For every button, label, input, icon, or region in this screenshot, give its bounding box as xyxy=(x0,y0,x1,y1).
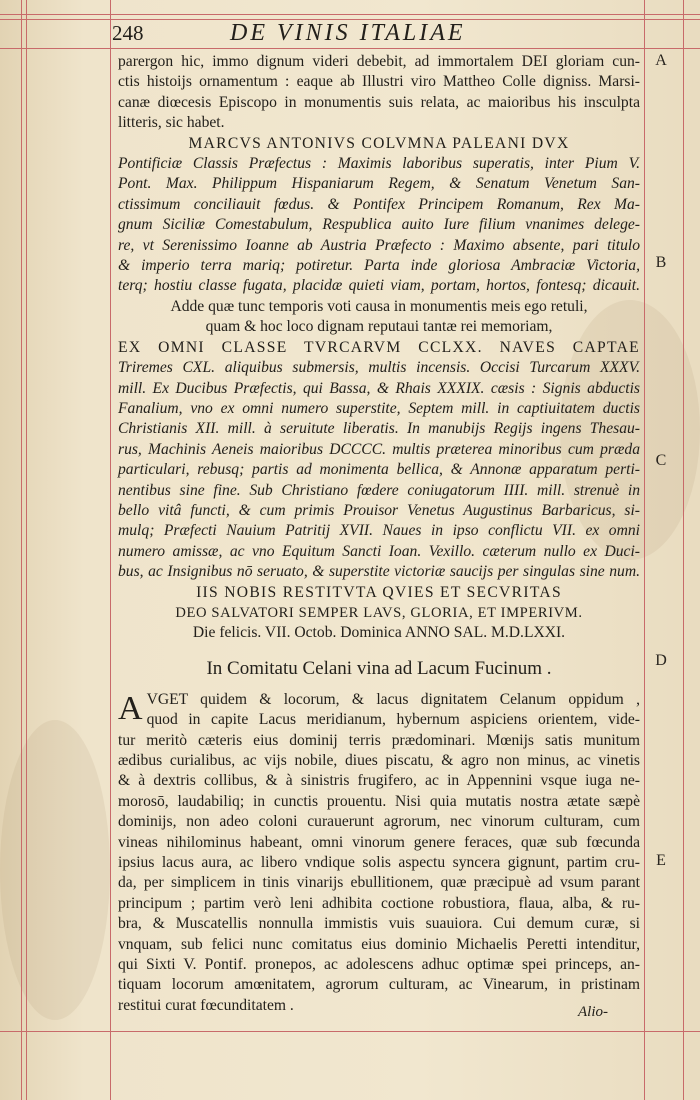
inscription-line: & imperio terra mariq; potiretur. Parta inde gloriosa Ambraciæ Victoria, xyxy=(118,257,640,275)
inscription-line: particulari, rebusq; partis ad monimenta bellica, & Annonæ apparatum perti- xyxy=(118,461,640,479)
body-paragraph xyxy=(118,690,640,1017)
body-line: ædibus curialibus, ac vijs nobile, diues piscatu, & agro non minus, ac vinetis xyxy=(118,752,640,769)
body-line: quod in capite Lacus meridianum, hybernum aspiciens orientem, vide- xyxy=(146,711,640,729)
text-line: quam & hoc loco dignam reputaui tantæ rei memoriam, xyxy=(205,318,553,336)
text-line: canæ diœcesis Episcopo in monumentis suis relata, ac maioribus his insculpta xyxy=(118,93,640,111)
body-line: da, per simplicem in tinis vinarijs ebullitionem, quæ præcipuè ad vsum parant xyxy=(118,874,640,892)
margin-letter-b: B xyxy=(655,254,667,271)
inscription-line: Pont. Max. Philippum Hispaniarum Regem, & Senatum Venetum San- xyxy=(118,175,640,193)
inscription-line: re, vt Serenissimo Ioanne ab Austria Præfecto : Maximo absente, pari titulo xyxy=(118,236,640,254)
body-line: vnquam, sub felici nunc comitatus eius dominio Michaelis Peretti intenditur, xyxy=(118,935,640,953)
body-line: morosō, laudabiliq; in cunctis prouentu. Nisi quia mutatis nostra ætate sæpè xyxy=(118,792,640,810)
body-line: bra, & Muscatellis nonnulla immistis vuis suauiora. Cui demum curæ, si xyxy=(118,915,640,933)
inscription-line: ctissimum conciliauit fœdus. & Pontifex Principem Romanum, Rex Ma- xyxy=(118,195,640,213)
inscription-line: bello vitâ functi, & cum primis Prouisor Venetus Augustinus Barbaricus, si- xyxy=(118,501,640,519)
bottom-rule xyxy=(0,1031,700,1032)
margin-letter-c: C xyxy=(655,452,667,469)
inscription-line: nentibus sine fine. Sub Christiano fœdere coniugatorum IIII. mill. strenuè in xyxy=(118,481,640,499)
inscription-line: numero amissæ, ac vno Equitum Sancti Ioan. Vexillo. cæterum nullo ex Duci- xyxy=(118,542,640,560)
inscription-line: Pontificiæ Classis Præfectus : Maximis laboribus superatis, inter Pium V. xyxy=(118,155,640,173)
body-line: principum ; partim verò leni adhibita coctione robustiora, flaua, alba, & ru- xyxy=(118,894,640,912)
inscription-1 xyxy=(118,154,640,297)
inscription-date: Die felicis. VII. Octob. Dominica ANNO SAL. M.D.LXXI. xyxy=(192,624,566,642)
left-rule-1 xyxy=(21,0,22,1100)
inscription-caps-line: MARCVS ANTONIVS COLVMNA PALEANI DVX xyxy=(188,134,570,152)
right-rule xyxy=(683,0,684,1100)
inscription-caps-line: EX OMNI CLASSE TVRCARVM CCLXX. NAVES CAPTAE xyxy=(118,338,640,356)
body-line: dominijs, non adeo coloni curauerunt agrorum, nec vinorum culturam, cum xyxy=(118,813,640,831)
paper-stain xyxy=(0,720,110,1020)
page-number: 248 xyxy=(112,21,144,45)
left-rule-2 xyxy=(26,0,27,1100)
inscription-line: rus, Machinis Aeneis maioribus DCCCC. multis præterea minoribus cum præda xyxy=(118,440,640,458)
body-line: vineas nihilominus habeant, omni vinorum genere feraces, quæ sub fœcunda xyxy=(118,833,640,851)
body-line: qui Sixti V. Pontif. pronepos, ac adolescens adhuc optimæ spei princeps, an- xyxy=(118,956,640,974)
inscription-2 xyxy=(118,358,640,582)
inscription-line: Fanalium, vno ex omni numero superstite, Septem mill. in captiuitatem ductis xyxy=(118,399,640,417)
running-head xyxy=(112,18,652,48)
body-line: restitui curat fœcunditatem . xyxy=(118,996,294,1014)
body-line: VGET quidem & locorum, & lacus dignitatem Celanum oppidum , xyxy=(146,690,640,708)
drop-cap: A xyxy=(118,689,143,727)
margin-letter-d: D xyxy=(655,652,667,669)
inscription-line: mill. Ex Ducibus Præfectis, qui Bassa, & Rhais XXXIX. cæsis : Signis abductis xyxy=(118,379,640,397)
text-line: parergon hic, immo dignum videri debebit, ad immortalem DEI gloriam cun- xyxy=(118,53,640,70)
body-line: & à dextris collibus, & à sinistris frugifero, ac in Appennini vsque iuga ne- xyxy=(118,772,640,790)
running-title: DE VINIS ITALIAE xyxy=(230,20,466,46)
body-line: tiquam locorum amœnitatem, agrorum culturam, ac Vinearum, in pristinam xyxy=(118,976,640,994)
body-line: ipsius lacus aura, ac libero vndique solis aspectu syncera gignunt, partim cru- xyxy=(118,854,640,872)
margin-letter-e: E xyxy=(656,852,666,869)
inscription-line: Triremes CXL. aliquibus submersis, multis incensis. Occisi Turcarum XXXV. xyxy=(118,359,640,377)
text-line: litteris, sic habet. xyxy=(118,114,225,132)
inscription-caps-line: DEO SALVATORI SEMPER LAVS, GLORIA, ET IMPERIVM. xyxy=(175,604,583,621)
text-block xyxy=(118,52,640,1016)
text-line: Adde quæ tunc temporis voti causa in monumentis meis ego retuli, xyxy=(170,297,588,315)
top-rule-1 xyxy=(0,14,700,15)
inscription-line: bus, ac Insignibus nō seruato, & superstite victoriæ saucijs per singulas sine num. xyxy=(118,563,640,581)
body-line: tur meritò cæteris eius dominij terris prædominari. Mœnijs satis munitum xyxy=(118,731,640,749)
header-rule xyxy=(0,48,700,49)
inscription-line: gnum Siciliæ Comestabulum, Respublica auito Iure filium vnanimes delege- xyxy=(118,216,640,234)
inscription-line: terq; hostiu classe fugata, placidæ quieti viam, portam, hortos, fontesq; dicauit. xyxy=(118,277,640,295)
inscription-line: mulq; Præfecti Nauium Patritij XVII. Naues in ipso conflictu VII. ex omni xyxy=(118,522,640,540)
text-left-rule xyxy=(110,0,111,1100)
text-right-rule xyxy=(644,0,645,1100)
inscription-caps-line: IIS NOBIS RESTITVTA QVIES ET SECVRITAS xyxy=(196,583,562,601)
catchword: Alio- xyxy=(578,1004,608,1020)
inscription-line: Christianis XII. mill. à seruitute liberatis. In manubijs Regijs ingens Thesau- xyxy=(118,420,640,438)
section-heading: In Comitatu Celani vina ad Lacum Fucinum . xyxy=(206,657,552,679)
text-line: ctis histoijs ornamentum : eaque ab Illustri viro Mattheo Colle digniss. Marsi- xyxy=(118,73,640,91)
margin-letter-a: A xyxy=(655,52,667,69)
